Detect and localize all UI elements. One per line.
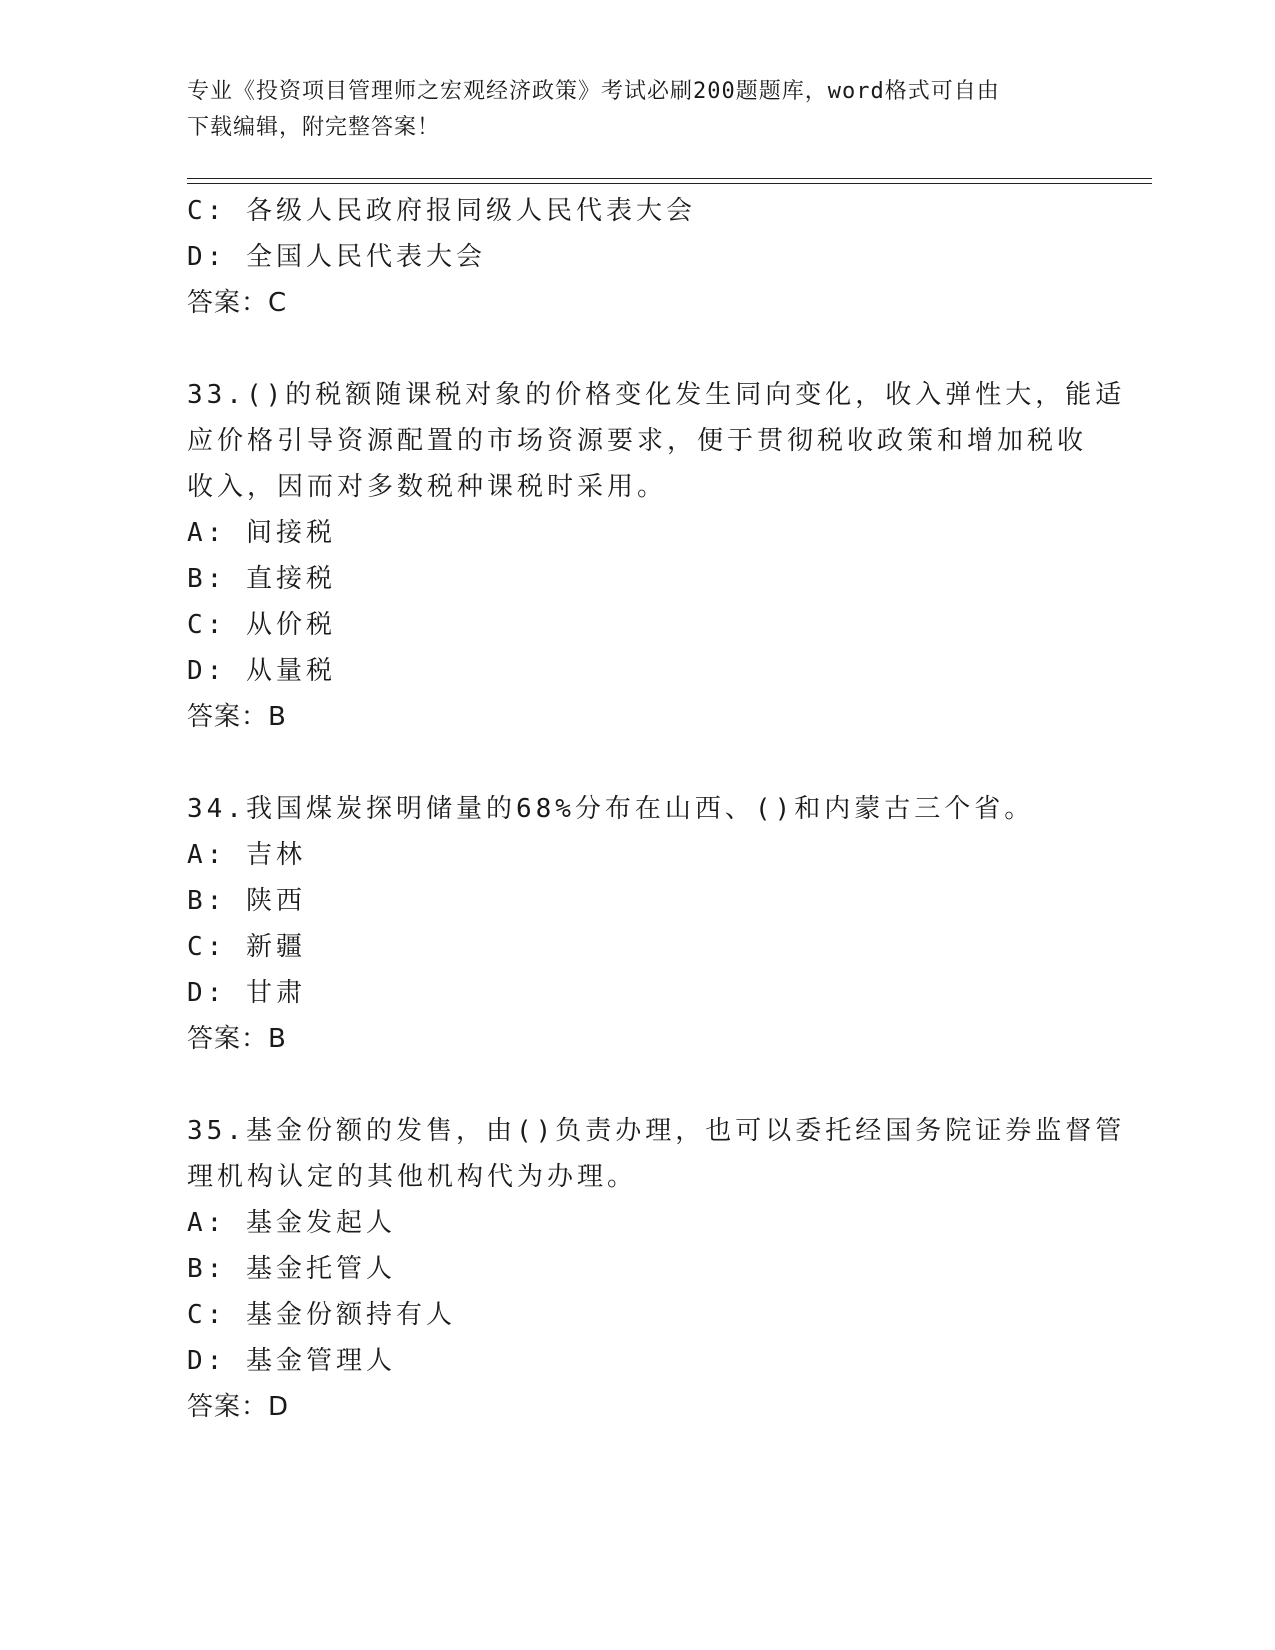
answer: 答案：B	[187, 702, 287, 732]
question-33	[187, 372, 1126, 740]
question-list	[187, 188, 1126, 1430]
option-a: A: 基金发起人	[187, 1208, 396, 1238]
option-a: A: 间接税	[187, 518, 336, 548]
document-header	[187, 74, 1067, 146]
question-34	[187, 786, 1067, 1062]
question-stem-line: 33.()的税额随课税对象的价格变化发生同向变化，收入弹性大，能适	[187, 380, 1126, 410]
option-b: B: 直接税	[187, 564, 336, 594]
option-d: D: 基金管理人	[187, 1346, 396, 1376]
header-line-1: 专业《投资项目管理师之宏观经济政策》考试必刷200题题库，word格式可自由	[187, 79, 1000, 104]
option-b: B: 陕西	[187, 886, 306, 916]
option-a: A: 吉林	[187, 840, 306, 870]
option-b: B: 基金托管人	[187, 1254, 396, 1284]
spacer	[187, 326, 1067, 372]
question-stem-line: 应价格引导资源配置的市场资源要求，便于贯彻税收政策和增加税收	[187, 426, 1088, 456]
question-35	[187, 1108, 1126, 1430]
option-d: D: 从量税	[187, 656, 336, 686]
question-stem-line: 34.我国煤炭探明储量的68%分布在山西、()和内蒙古三个省。	[187, 794, 1035, 824]
header-line-2: 下载编辑，附完整答案！	[187, 115, 441, 140]
answer: 答案：D	[187, 1392, 290, 1422]
header-divider-top	[187, 178, 1152, 179]
option-c: C: 各级人民政府报同级人民代表大会	[187, 196, 696, 226]
spacer	[187, 1062, 1067, 1108]
option-c: C: 基金份额持有人	[187, 1300, 456, 1330]
answer: 答案：C	[187, 288, 288, 318]
option-c: C: 新疆	[187, 932, 306, 962]
option-d: D: 全国人民代表大会	[187, 242, 486, 272]
spacer	[187, 740, 1067, 786]
question-stem-line: 收入，因而对多数税种课税时采用。	[187, 472, 668, 502]
header-divider-bottom	[187, 183, 1152, 184]
option-c: C: 从价税	[187, 610, 336, 640]
question-stem-line: 理机构认定的其他机构代为办理。	[187, 1162, 638, 1192]
question-stem-line: 35.基金份额的发售，由()负责办理，也可以委托经国务院证券监督管	[187, 1116, 1126, 1146]
answer: 答案：B	[187, 1024, 287, 1054]
question-32-tail	[187, 188, 1067, 326]
option-d: D: 甘肃	[187, 978, 306, 1008]
